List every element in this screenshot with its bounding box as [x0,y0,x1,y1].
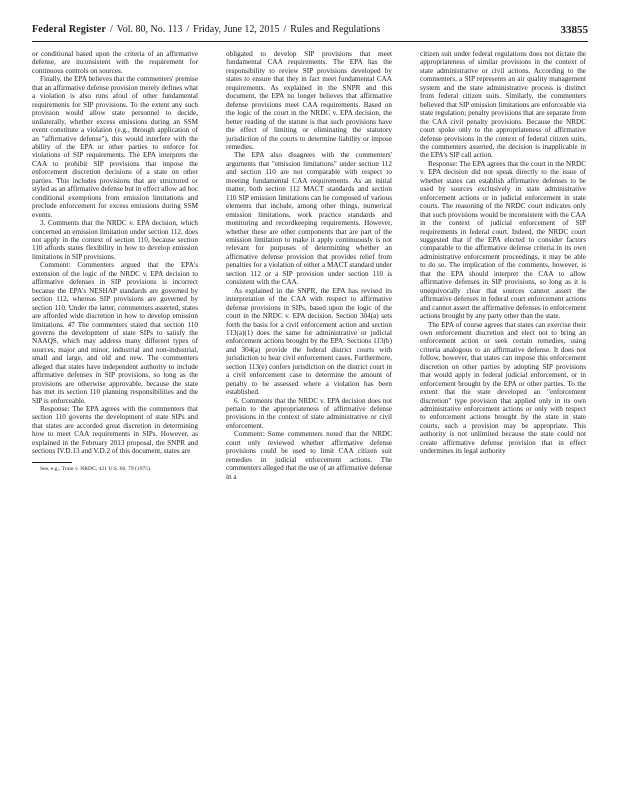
text-column-2 [226,50,392,790]
paragraph: 3. Comments that the NRDC v. EPA decision, which concerned an emission limitation under section 112, does not apply in the context of section 110, because section 110 affords states flexibility in how to develop emission limitations in SIP provisions. [32,219,198,261]
footnote-rule [32,462,72,463]
footnote: See, e.g., Train v. NRDC, 421 U.S. 60, 79 (1975). [40,465,152,472]
paragraph: The EPA of course agrees that states can exercise their own enforcement discretion and elect not to bring an enforcement action or seek certain remedies, using criteria analogous to an affirmative defense. It does not follow, however, that states can impose this enforcement discretion on other parties by adopting SIP provisions that would apply in federal judicial enforcement, or in enforcement brought by the EPA or other parties. To the extent that the state developed an "enforcement discretion" type provision that applied only in its own administrative enforcement actions or only with respect to enforcement actions brought by the state in state courts, such a provision may be appropriate. This authority is not unlimited because the state could not create affirmative defense provision that in effect undermines its legal authority [420,320,586,456]
paragraph: As explained in the SNPR, the EPA has revised its interpretation of the CAA with respect to affirmative defense provisions in SIPs, based upon the logic of the court in the NRDC v. EPA decision. Section 304(a) sets forth the basis for a civil enforcement action and section 113(a)(1) does the same for administrative or judicial enforcement actions brought by the EPA. Sections 113(b) and 304(a) provide the federal district courts with jurisdiction to hear civil enforcement cases. Furthermore, section 113(e) confers jurisdiction on the district court in a civil enforcement case to determine the amount of penalty to be assessed where a violation has been established. [226,286,392,397]
volume-number: Vol. 80, No. 113 [116,24,183,35]
text-column-1 [32,50,198,790]
paragraph: Response: The EPA agrees with the commenters that section 110 governs the development of state SIPs and that states are accorded great discretion in determining how to meet CAA requirements in SIPs. However, as explained in the February 2013 proposal, the SNPR and sections IV.D.13 and V.D.2 of this document, states are [32,405,198,456]
paragraph: Response: The EPA agrees that the court in the NRDC v. EPA decision did not speak directly to the issue of whether states can establish affirmative defenses to be used by sources exclusively in state administrative enforcement actions or in judicial enforcement in state courts. The reasoning of the NRDC court indicates only that such provisions would be inconsistent with the CAA in the context of judicial enforcement of SIP requirements in federal court. Indeed, the NRDC court suggested that if the EPA elected to consider factors comparable to the affirmative defense criteria in its own administrative enforcement proceedings, it may be able to do so. The implication of the comments, however, is that the EPA should interpret the CAA to allow affirmative defenses in SIP provisions, so long as it is unequivocally clear that sources cannot assert the affirmative defenses in federal court enforcement actions and cannot assert the affirmative defenses in enforcement actions brought by any party other than the state. [420,159,586,321]
page-number: 33855 [560,24,588,36]
publication-date: Friday, June 12, 2015 [193,24,280,35]
paragraph: Comment: Some commenters noted that the NRDC court only reviewed whether affirmative defense provisions could be used to limit CAA citizen suit remedies in judicial enforcement actions. The commenters alleged that the use of an affirmative defense in a [226,430,392,481]
paragraph: Finally, the EPA believes that the commenters' premise that an affirmative defense provision merely defines what a violation is also runs afoul of other fundamental requirements for SIP provisions. To the extent any such provision would allow state personnel to decide, unilaterally, whether excess emissions during an SSM event constitute a violation (e.g., through application of an "affirmative defense"), this would interfere with the ability of the EPA or other parties to enforce for violations of SIP requirements. The EPA interprets the CAA to prohibit SIP provisions that impose the enforcement discretion decisions of a state on other parties. This includes provisions that are structured or styled as an affirmative defense but in effect allow ad hoc conditional exemptions from emission limitations and preclude enforcement for excess emissions during SSM events. [32,75,198,219]
paragraph: 6. Comments that the NRDC v. EPA decision does not pertain to the appropriateness of affirmative defense provisions in the context of state administrative or civil enforcement. [226,396,392,430]
header-rule [32,41,588,42]
paragraph: or conditional based upon the criteria of an affirmative defense, are inconsistent with the requirement for continuous controls on sources. [32,50,198,75]
paragraph: The EPA also disagrees with the commenters' arguments that "emission limitations" under section 112 and section 110 are not comparable with respect to meeting fundamental CAA requirements. As an initial matter, both section 112 MACT standards and section 110 SIP emission limitations can be composed of various elements that include, among other things, numerical emission limitations, work practice standards and monitoring and recordkeeping requirements. However, whether these are other components that are part of the emission limitation to make it apply continuously is not relevant for purposes of determining whether an affirmative defense provision that provides relief from penalties for a violation of either a MACT standard under section 112 or a SIP provision under section 110 is consistent with the CAA. [226,151,392,287]
paragraph: citizen suit under federal regulations does not dictate the appropriateness of similar provisions in the context of state administrative or civil actions. According to the commenters, a SIP represents an air quality management system and the state administrative process is distinct from federal citizen suits. Similarly, the commenters believed that SIP emission limitations are enforceable via state regulation; penalty provisions that are separate from the CAA civil penalty provisions. Because the NRDC court spoke only to the appropriateness of affirmative defense provisions in the context of federal citizen suits, the commenters asserted, the decision is inapplicable in the EPA's SIP call action. [420,50,586,160]
text-column-3 [420,50,586,790]
paragraph: obligated to develop SIP provisions that meet fundamental CAA requirements. The EPA has the responsibility to review SIP provisions developed by states to ensure that they in fact meet fundamental CAA requirements. As explained in the SNPR and this document, the EPA no longer believes that affirmative defense provisions meet CAA requirements. Based on the logic of the court in the NRDC v. EPA decision, the better reading of the statute is that such provisions have the effect of limiting or eliminating the statutory jurisdiction of the courts to determine liability or impose remedies. [226,50,392,151]
publication-title: Federal Register [32,24,107,35]
paragraph: Comment: Commenters argued that the EPA's extension of the logic of the NRDC v. EPA decision to affirmative defenses in SIP provisions is incorrect because the EPA's NESHAP standards are governed by section 112, whereas SIP provisions are governed by section 110. Under the latter, commenters asserted, states are afforded wide discretion in how to develop emission limitations. 47 The commenters stated that section 110 governs the development of state SIPs to satisfy the NAAQS, which may address many different types of sources, major and minor, industrial and non-industrial, small and large, and old and new. The commenters alleged that states have independent authority to include affirmative defenses in SIP provisions, so long as the provisions are otherwise approvable, because the state has met its section 110 planning responsibilities and the SIP is enforceable. [32,261,198,405]
page-header: Federal Register / Vol. 80, No. 113 / Friday, June 12, 2015 / Rules and Regulations 33855 [32,24,588,36]
section-name: Rules and Regulations [290,24,381,35]
